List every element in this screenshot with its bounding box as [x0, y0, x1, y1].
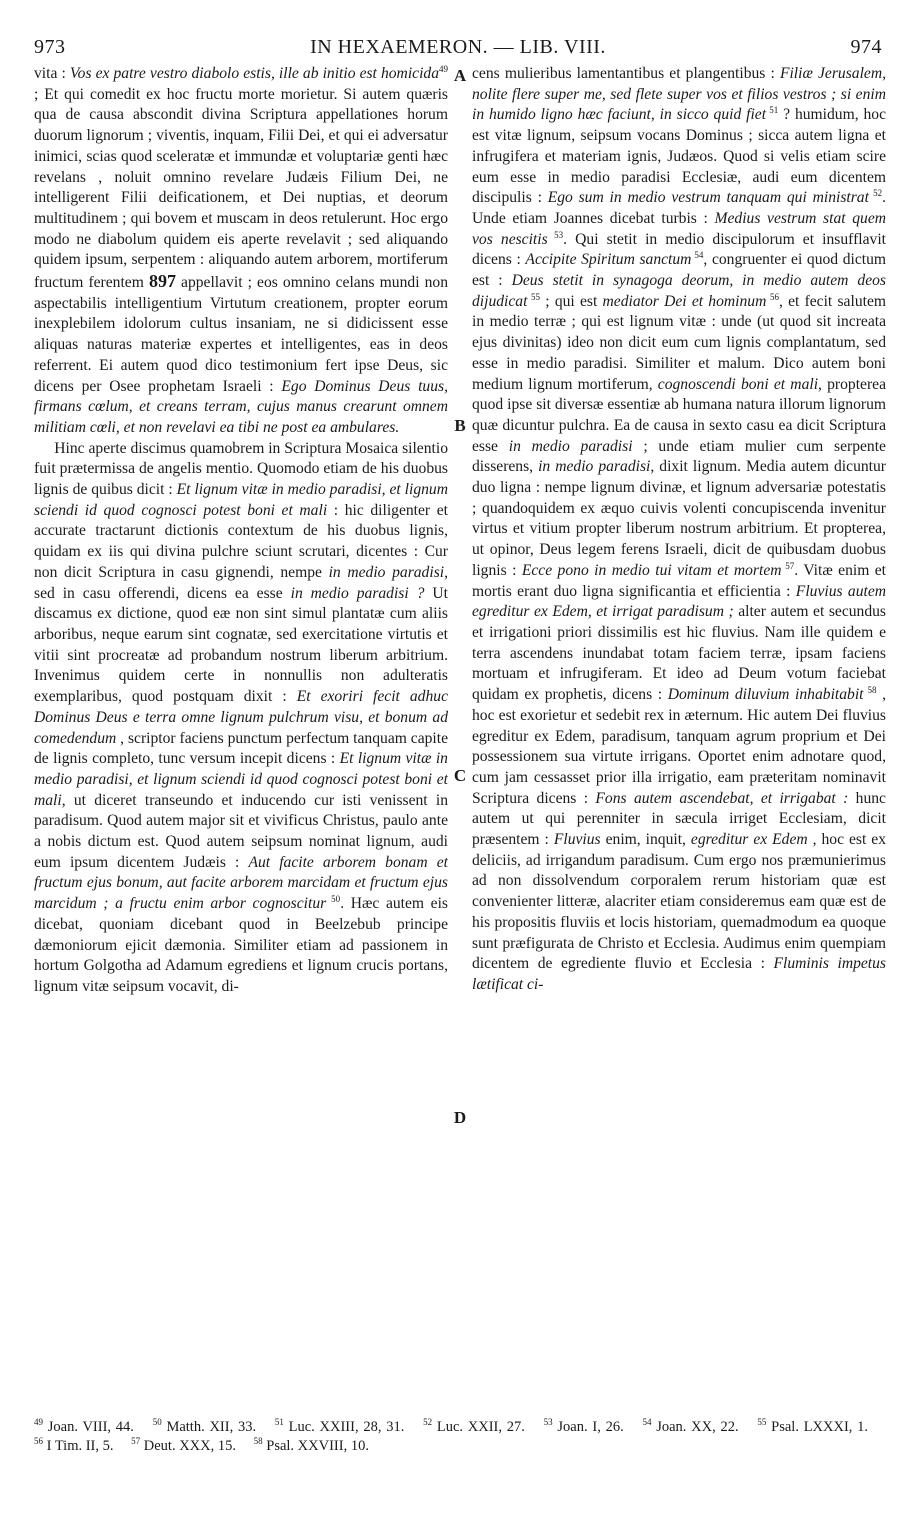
text-segment: Ego Dominus Deus tuus, firmans cœlum, et creans terram, cujus manus crearunt omnem militiam cœli, et non revelavi ea tibi ne post ea ambulares.: [34, 377, 448, 436]
text-segment: Deus stetit in synagoga deorum, in medio autem deos dijudicat: [472, 272, 886, 310]
footnote-reference: Joan. I, 26.: [552, 1419, 624, 1435]
text-segment: in medio paradisi ?: [290, 584, 425, 602]
footnote-reference: Joan. VIII, 44.: [43, 1419, 134, 1435]
text-segment: , sed in casu offerendi, dicens ea esse: [34, 563, 448, 602]
footnote-reference: Joan. XX, 22.: [651, 1419, 739, 1435]
footnote: [254, 1438, 369, 1454]
text-segment: Medius vestrum stat quem vos nescitis: [472, 209, 886, 248]
text-segment: in medio paradisi: [328, 563, 445, 581]
footnote-number: 54: [642, 1417, 652, 1428]
footnote-number: 49: [34, 1417, 43, 1428]
footnote-marker: 52: [868, 188, 883, 199]
footnote-number: 50: [152, 1417, 162, 1428]
running-title: IN HEXAEMERON. — LIB. VIII.: [310, 36, 606, 58]
footnote: [275, 1419, 404, 1435]
text-segment: Vos ex patre vestro diabolo estis, ille ab initio est homicida: [69, 65, 439, 82]
text-segment: . Qui stetit in medio discipulorum et insufflavit dicens :: [472, 230, 886, 269]
text-segment: in medio paradisi: [508, 437, 633, 455]
text-segment: Dominum diluvium inhabitabit: [667, 686, 864, 704]
footnote-reference: Psal. LXXXI, 1.: [766, 1419, 869, 1435]
footnote: [757, 1419, 868, 1435]
footnote-marker: 50: [326, 893, 341, 904]
paragraph: [34, 439, 448, 998]
footnote-number: 58: [253, 1436, 263, 1447]
text-segment: ? humidum, hoc est vitæ lignum, seipsum vocans Dominus ; sicca autem ligna et infrugifera et materiam ignis, Judæos. Quod si velis etiam scire eum esse in medio paradisi Ecclesiæ, audi eum dicentem discipulis :: [472, 106, 886, 207]
footnote-number: 51: [274, 1417, 284, 1428]
footnote-marker: 57: [781, 560, 795, 571]
page-number-right: 974: [850, 36, 882, 58]
footnote: [642, 1419, 738, 1435]
text-segment: , propterea quod ipse sit diversæ essentiæ ab humana natura illorum lignorum quæ dicuntur pulchra. Ea de causa in sexto casu ea dicit Scriptura esse: [472, 375, 886, 455]
text-segment: . Vitæ enim et mortis erant duo ligna significantia et efficientia :: [472, 561, 886, 600]
text-segment: cens mulieribus lamentantibus et plangentibus :: [472, 65, 780, 82]
footnote-number: 57: [131, 1436, 141, 1447]
text-segment: mediator Dei et hominum: [602, 292, 767, 310]
footnote-marker: 54: [691, 250, 704, 261]
text-segment: . Unde etiam Joannes dicebat turbis :: [472, 189, 886, 227]
text-segment: ; qui est: [540, 292, 603, 310]
right-column: [472, 64, 886, 1412]
text-segment: Fons autem ascendebat, et irrigabat :: [595, 789, 849, 807]
text-segment: Ut discamus ex dictione, quod eæ non sint simul plantatæ cum aliis arboribus, neque earum sint cognatæ, sed exercitatione virtutis et vitii sint procreatæ ad probandum nostrum liberum arbitrium. Invenimus quidem certe in nonnullis non adulteratis exemplaribus, quod postquam dixit :: [34, 584, 448, 706]
footnote: [544, 1419, 624, 1435]
text-segment: Et lignum vitæ in medio paradisi, et lignum sciendi id quod cognosci potest boni et mali: [34, 481, 448, 519]
footnote: [423, 1419, 525, 1435]
footnote-marker: 55: [527, 291, 541, 302]
footnote-marker: 58: [863, 684, 877, 695]
text-segment: Filiæ Jerusalem, nolite flere super me, sed flete super vos et filios vestros ; si enim in humido ligno hæc faciunt, in sicco quid fiet: [472, 65, 886, 124]
footnote-reference: Luc. XXII, 27.: [432, 1419, 525, 1435]
text-segment: enim, inquit,: [600, 831, 691, 849]
text-segment: Et lignum vitæ in medio paradisi, et lignum sciendi id quod cognosci potest boni et mali: [34, 750, 448, 809]
footnote-marker: 51: [766, 105, 779, 116]
text-segment: : hic diligenter et accurate tractarunt dictionis contextum de his duobus lignis, quidam ex iis qui divina pulchre sciunt scrutari, dicentes : Cur non dicit Scriptura in casu gignendi, nempe: [34, 501, 448, 581]
margin-letter-d: D: [453, 1108, 467, 1127]
column-number: 897: [148, 271, 176, 292]
text-segment: , hoc est ex deliciis, ad irrigandum paradisum. Cum ergo nos præmunierimus ad non dissolvendum corporalem rerum historiam quæ est convenienter litteræ, alacriter etiam consideremus eam quæ est de his propositis fluviis et locis historiam, quemadmodum ea quoque sunt præfigurata de Christo et Ecclesia. Audimus enim quempiam dicentem de egrediente fluvio et Ecclesia :: [472, 831, 886, 973]
text-segment: appellavit ; eos omnino celans mundi non aspectabilis intelligentium Virtutum creationem, propter eorum inexplebilem idolorum cultus insaniam, ne si didicissent esse aliquas naturas materiæ expertes et intelligentes, eas in deos referrent. Ei autem quod dico testimonium fert ipse Deus, sic dicens per Osee prophetam Israeli :: [34, 274, 448, 395]
text-segment: vita :: [34, 65, 70, 82]
footnote-reference: Luc. XXIII, 28, 31.: [283, 1419, 405, 1435]
text-segment: ; unde etiam mulier cum serpente disserens,: [472, 437, 886, 476]
footnote-marker: 56: [766, 291, 779, 302]
text-segment: ; Et qui comedit ex hoc fructu morte morietur. Si autem quæris qua de causa abscondit divina Scriptura appellationes horum duorum lignorum ; viventis, inquam, Filii Dei, et qui ei adversatur inimici, scias quod sceleratæ et immundæ et voluptariæ genti hæc revelans , noluit omnino revelare Judæis Filium Dei, ne intelligerent Filii deificationem, et Dei nuptias, et deorum multitudinem ; qui bovem et muscam in deos retulerunt. Hoc ergo modo ne diabolum quidem eis aperte revelavit ; sed aliquando quidem ipsum, serpentem : aliquando autem arborem, mortiferum fructum ferentem: [34, 85, 448, 292]
margin-letter-b: B: [454, 416, 466, 435]
text-segment: , congruenter ei quod dictum est :: [472, 251, 886, 290]
text-segment: alter autem et secundus et irrigationi priori dissimilis est hic fluvius. Nam ille quidem e terra ascendens inundabat totam faciem terræ, ipsam faciens mortuam et infrugiferam. Et ideo ad Deum votum faciebat quidam ex prophetis, dicens :: [472, 603, 886, 704]
text-segment: hunc autem ut qui perenniter in sæcula irriget Ecclesiam, dicit præsentem :: [472, 789, 886, 849]
footnote-marker: 49: [439, 64, 448, 74]
text-segment: Ego sum in medio vestrum tanquam qui ministrat: [547, 189, 869, 207]
footnote-number: 56: [34, 1436, 43, 1447]
footnote-number: 52: [423, 1417, 433, 1428]
footnote-number: 53: [543, 1417, 553, 1428]
footnote: [131, 1438, 236, 1454]
footnote-reference: Deut. XXX, 15.: [140, 1438, 236, 1454]
text-segment: in medio paradisi: [538, 458, 651, 476]
text-segment: Et exoriri fecit adhuc Dominus Deus e terra omne lignum pulchrum visu, et bonum ad comedendum: [34, 688, 448, 747]
footnote-reference: Matth. XII, 33.: [161, 1419, 257, 1435]
paragraph: [472, 64, 886, 996]
paragraph: [34, 64, 448, 439]
footnote-reference: I Tim. II, 5.: [43, 1438, 114, 1454]
footnote: [34, 1419, 134, 1435]
text-segment: . Hæc autem eis dicebat, quoniam dicebant quod in Beelzebub principe dæmoniorum ejicit dæmonia. Similiter etiam ad passionem in hortum Golgotha ad Adamum egrediens et lignum crucis portans, lignum vitæ seipsum vocavit, di-: [34, 895, 448, 995]
text-segment: Hinc aperte discimus quamobrem in Scriptura Mosaica silentio fuit prætermissa de angelis mentio. Quomodo etiam de his duobus lignis de quibus dicit :: [34, 439, 448, 499]
footnote-marker: 53: [547, 229, 564, 240]
text-segment: cognoscendi boni et mali: [657, 375, 819, 393]
text-segment: Aut facite arborem bonam et fructum ejus bonum, aut facite arborem marcidam et fructum ejus marcidum ; a fructu enim arbor cognoscitur: [34, 853, 448, 913]
text-segment: Fluvius autem egreditur ex Edem, et irrigat paradisum ;: [472, 582, 886, 621]
text-segment: , dixit lignum. Media autem dicuntur duo ligna : nempe lignum divinæ, et lignum adversariæ potestatis ; quandoquidem ex æquo cuivis volenti concupiscenda invenitur virtus et vitium propter liberum nostrum arbitrium. Et propterea, ut opinor, Deus legem ferens Israeli, dicit de quibusdam duobus lignis :: [472, 458, 886, 579]
text-segment: Fluminis impetus lætificat ci-: [472, 955, 886, 993]
footnotes: [34, 1418, 882, 1456]
footnote-reference: Psal. XXVIII, 10.: [262, 1438, 369, 1454]
text-segment: , scriptor faciens punctum perfectum tanquam capite de lignis completo, tunc versum incepit dicens :: [34, 729, 448, 768]
page-number-left: 973: [34, 36, 66, 58]
text-segment: , et fecit salutem in medio terræ ; qui est lignum vitæ : unde (ut quod sit increata ejus divinitas) ideo non dicit eum cum lignis complantatum, sed esse in medio paradisi. Similiter et malum. Dico autem boni medium lignum mortiferum,: [472, 292, 886, 393]
text-segment: egreditur ex Edem: [690, 831, 808, 849]
footnote: [153, 1419, 256, 1435]
footnote: [34, 1438, 114, 1454]
text-segment: Accipite Spiritum sanctum: [525, 251, 692, 269]
text-segment: , hoc est exorietur et sedebit rex in æternum. Hic autem Dei fluvius egreditur ex Edem, paradisum, tanquam agrum proprium et Dei possessionem sua virtute irrigans. Oportet enim adnotare quod, cum jam cessasset prior illa irrigatio, eam præteritam nominavit Scriptura dicens :: [472, 686, 886, 807]
text-segment: Ecce pono in medio tui vitam et mortem: [521, 561, 782, 579]
left-column: [34, 64, 448, 1412]
margin-letter-a: A: [453, 66, 467, 85]
text-segment: , ut diceret transeundo et inducendo cur isti venissent in paradisum. Quod autem major sit et vivificus Christus, paulo ante a nobis dictum est. Quod autem seipsum nominat lignum, audi eum ipsum dicentem Judæis :: [34, 791, 448, 871]
text-segment: Fluvius: [553, 831, 601, 849]
page-header: [34, 36, 882, 62]
margin-letter-c: C: [453, 766, 467, 785]
footnote-number: 55: [757, 1417, 767, 1428]
